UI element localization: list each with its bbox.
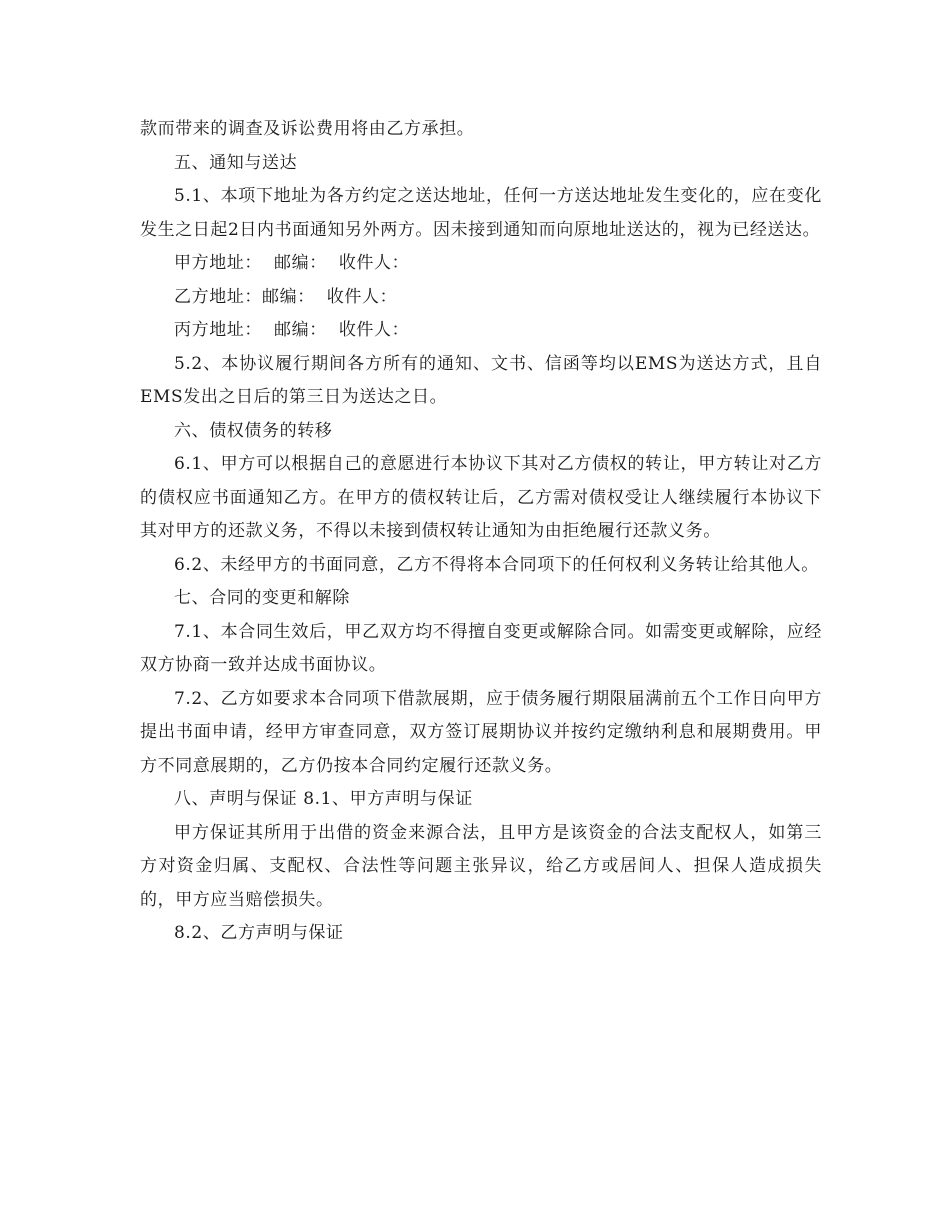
clause-8-2-heading: 8.2、乙方声明与保证 (174, 923, 344, 943)
address-party-b: 乙方地址：邮编： 收件人： (174, 286, 398, 307)
address-party-a: 甲方地址： 邮编： 收件人： (174, 253, 410, 273)
clause-6-2: 6.2、未经甲方的书面同意，乙方不得将本合同项下的任何权利义务转让给其他人。 (174, 554, 819, 575)
document-body (140, 113, 822, 951)
clause-5-1: 5.1、本项下地址为各方约定之送达地址，任何一方送达地址发生变化的，应在变化发生之日起2日内书面通知另外两方。因未接到通知而向原地址送达的，视为已经送达。 (140, 186, 822, 240)
paragraph-continuation: 款而带来的调查及诉讼费用将由乙方承担。 (140, 119, 475, 139)
clause-7-2: 7.2、乙方如要求本合同项下借款展期，应于债务履行期限届满前五个工作日向甲方提出书面申请，经甲方审查同意，双方签订展期协议并按约定缴纳利息和展期费用。甲方不同意展期的，乙方仍按本合同约定履行还款义务。 (140, 688, 822, 776)
section-heading-notice: 五、通知与送达 (174, 152, 298, 173)
section-heading-change-termination: 七、合同的变更和解除 (174, 588, 350, 608)
clause-6-1: 6.1、甲方可以根据自己的意愿进行本协议下其对乙方债权的转让，甲方转让对乙方的债权应书面通知乙方。在甲方的债权转让后，乙方需对债权受让人继续履行本协议下其对甲方的还款义务，不得以未接到债权转让通知为由拒绝履行还款义务。 (140, 454, 822, 541)
clause-7-1: 7.1、本合同生效后，甲乙双方均不得擅自变更或解除合同。如需变更或解除，应经双方协商一致并达成书面协议。 (140, 621, 822, 675)
section-heading-representations: 八、声明与保证 8.1、甲方声明与保证 (174, 789, 473, 809)
clause-5-2: 5.2、本协议履行期间各方所有的通知、文书、信函等均以EMS为送达方式，且自EMS发出之日后的第三日为送达之日。 (140, 353, 822, 407)
clause-8-1-text: 甲方保证其所用于出借的资金来源合法，且甲方是该资金的合法支配权人，如第三方对资金归属、支配权、合法性等问题主张异议，给乙方或居间人、担保人造成损失的，甲方应当赔偿损失。 (140, 822, 822, 910)
section-heading-transfer: 六、债权债务的转移 (174, 420, 333, 441)
address-party-c: 丙方地址： 邮编： 收件人： (174, 320, 410, 340)
